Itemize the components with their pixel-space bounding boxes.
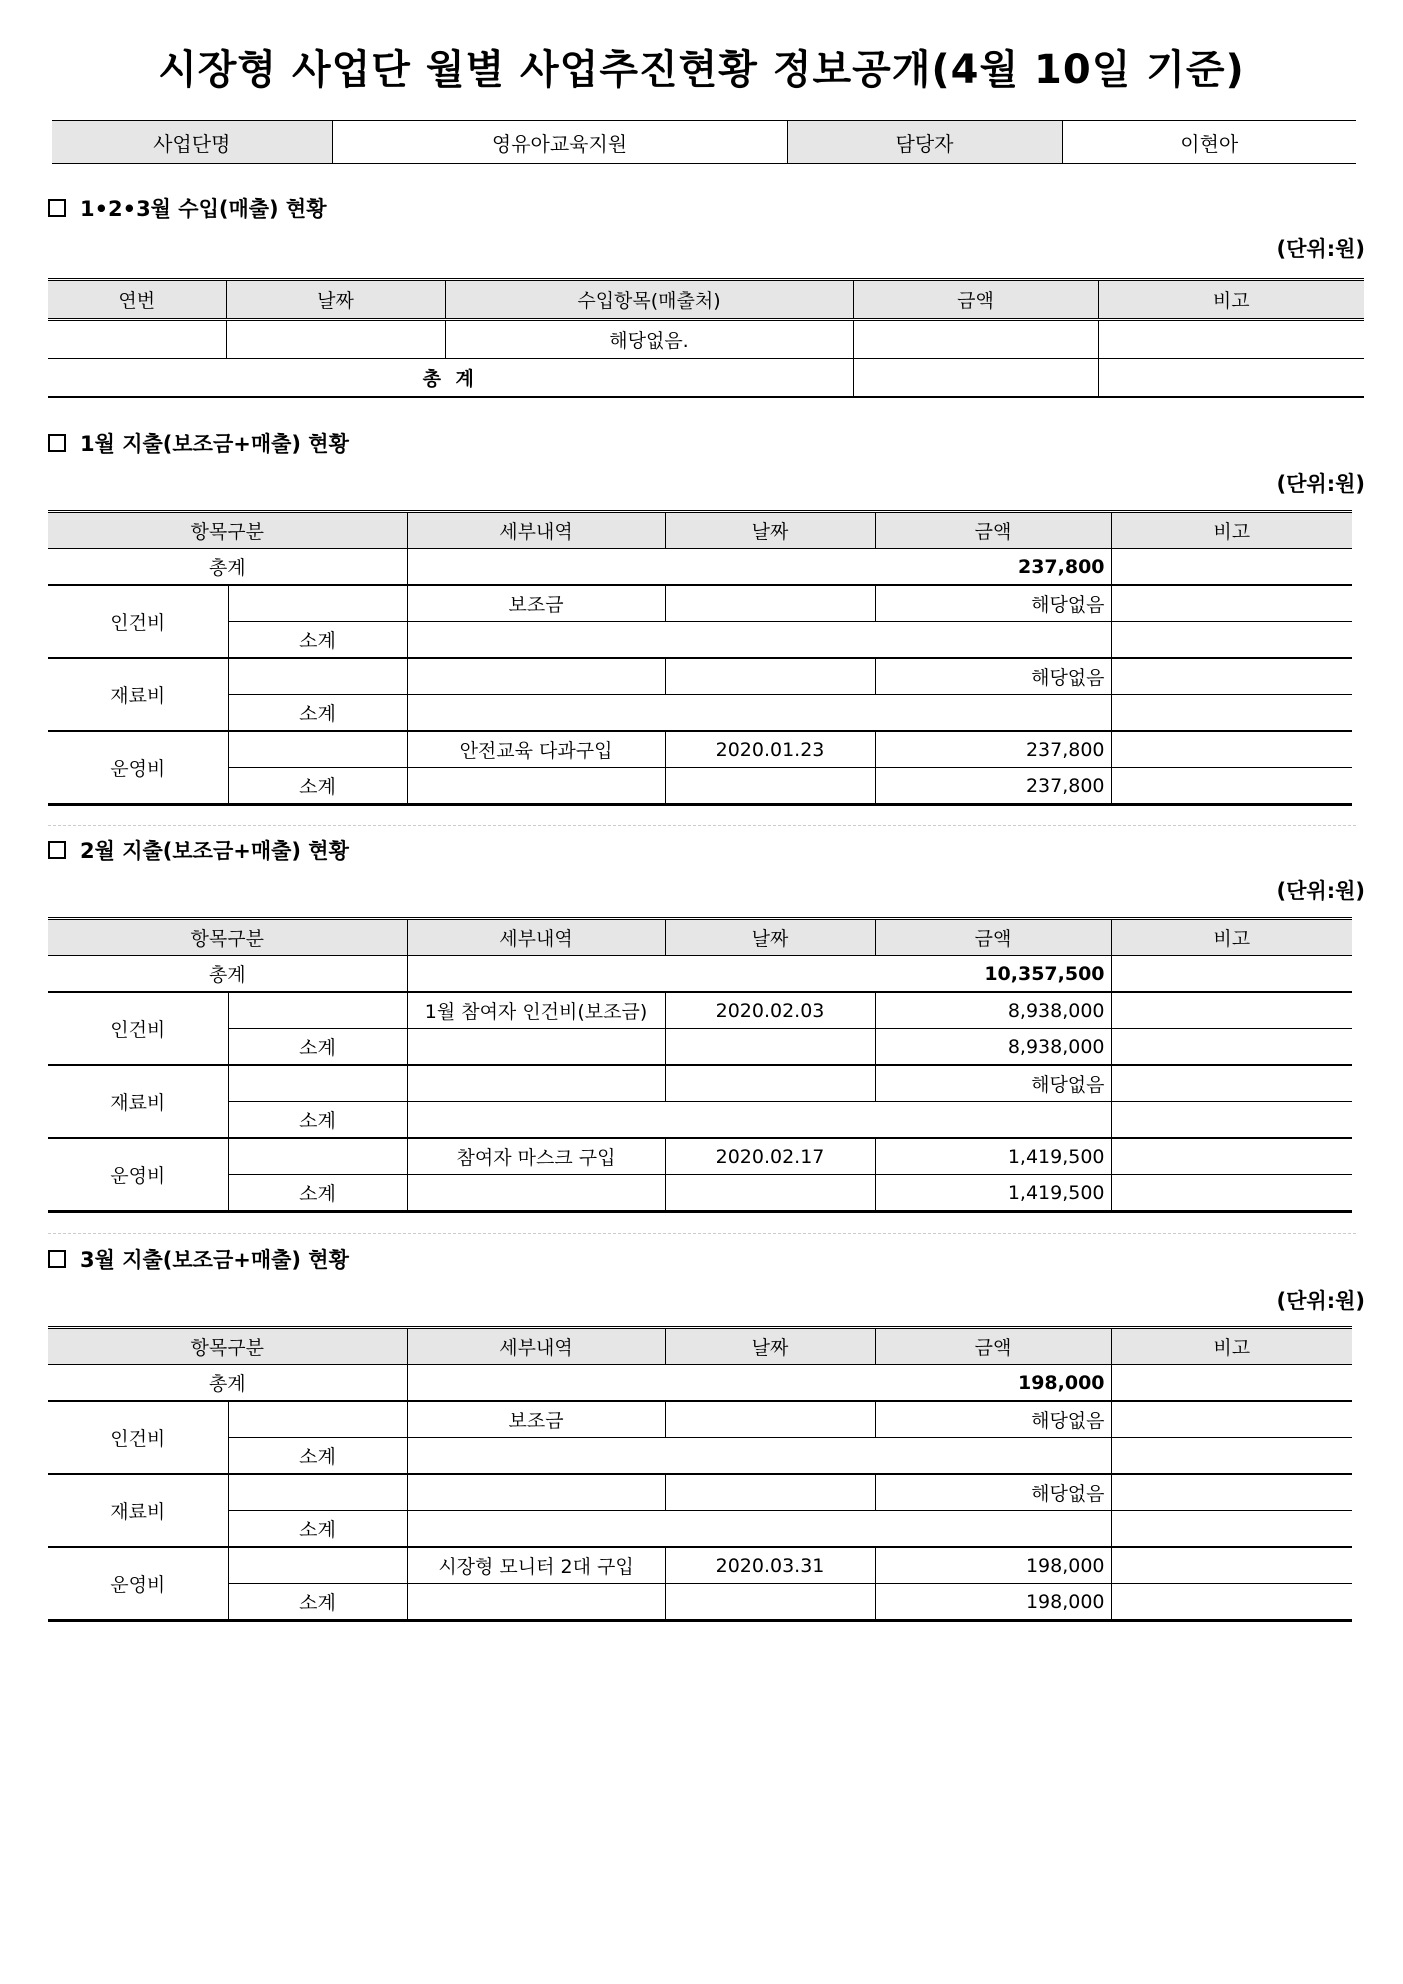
income-header-no: 연번 <box>48 280 226 320</box>
expense-header-amount: 금액 <box>875 919 1111 956</box>
income-heading: 1•2•3월 수입(매출) 현황 <box>48 193 327 223</box>
expense-note <box>1111 1065 1352 1102</box>
table-row <box>48 585 1352 622</box>
income-row-no <box>48 320 226 359</box>
expense-total-label: 총계 <box>48 956 407 993</box>
expense-header-row <box>48 1328 1352 1365</box>
expense-unit: (단위:원) <box>1276 879 1365 903</box>
expense-date: 2020.02.03 <box>665 992 875 1029</box>
expense-header-note: 비고 <box>1111 512 1352 549</box>
income-row-item: 해당없음. <box>445 320 853 359</box>
expense-date: 2020.01.23 <box>665 731 875 768</box>
project-info-table <box>52 120 1356 164</box>
income-total-amount <box>853 359 1098 398</box>
table-row <box>48 992 1352 1029</box>
expense-table-jan <box>48 510 1352 806</box>
expense-subtotal-label: 소계 <box>228 768 407 805</box>
expense-total-note <box>1111 956 1352 993</box>
expense-total-label: 총계 <box>48 1365 407 1402</box>
table-row <box>48 1547 1352 1584</box>
expense-sub-detail <box>407 1584 665 1621</box>
expense-table-feb <box>48 917 1352 1213</box>
expense-date <box>665 1065 875 1102</box>
income-row-note <box>1098 320 1364 359</box>
expense-date <box>665 1474 875 1511</box>
expense-blank <box>228 731 407 768</box>
expense-detail <box>407 1474 665 1511</box>
expense-blank <box>228 1138 407 1175</box>
expense-category: 운영비 <box>48 1547 228 1621</box>
income-header-item: 수입항목(매출처) <box>445 280 853 320</box>
expense-category: 인건비 <box>48 1401 228 1474</box>
expense-subtotal-label: 소계 <box>228 695 407 732</box>
income-total-note <box>1098 359 1364 398</box>
expense-amount: 237,800 <box>875 731 1111 768</box>
expense-amount: 해당없음 <box>875 1474 1111 1511</box>
expense-total-row <box>48 956 1352 993</box>
project-name-value: 영유아교육지원 <box>332 121 787 164</box>
expense-category: 운영비 <box>48 731 228 805</box>
square-bullet-icon <box>48 434 66 452</box>
expense-category: 재료비 <box>48 1065 228 1138</box>
table-row <box>48 695 1352 732</box>
expense-category: 인건비 <box>48 992 228 1065</box>
expense-category: 인건비 <box>48 585 228 658</box>
expense-detail: 시장형 모니터 2대 구입 <box>407 1547 665 1584</box>
expense-subtotal-label: 소계 <box>228 1511 407 1548</box>
square-bullet-icon <box>48 1250 66 1268</box>
expense-sub-note <box>1111 1511 1352 1548</box>
expense-header-detail: 세부내역 <box>407 919 665 956</box>
project-name-label: 사업단명 <box>52 121 332 164</box>
expense-sub-note <box>1111 695 1352 732</box>
expense-blank <box>228 1474 407 1511</box>
expense-sub-note <box>1111 1584 1352 1621</box>
expense-header-row <box>48 919 1352 956</box>
expense-sub-note <box>1111 622 1352 659</box>
expense-sub-date <box>665 1175 875 1212</box>
expense-blank <box>228 1547 407 1584</box>
expense-blank <box>228 1401 407 1438</box>
table-row <box>48 1584 1352 1621</box>
divider <box>48 1233 1356 1234</box>
table-row <box>48 1474 1352 1511</box>
expense-amount: 해당없음 <box>875 658 1111 695</box>
expense-subtotal-label: 소계 <box>228 1584 407 1621</box>
expense-detail: 보조금 <box>407 1401 665 1438</box>
expense-note <box>1111 1474 1352 1511</box>
expense-heading: 2월 지출(보조금+매출) 현황 <box>48 835 349 865</box>
expense-header-detail: 세부내역 <box>407 512 665 549</box>
square-bullet-icon <box>48 841 66 859</box>
expense-header-row <box>48 512 1352 549</box>
expense-sub-note <box>1111 768 1352 805</box>
expense-header-date: 날짜 <box>665 919 875 956</box>
expense-sub-date <box>665 1584 875 1621</box>
expense-blank <box>228 992 407 1029</box>
expense-sub-detail <box>407 1029 665 1066</box>
expense-note <box>1111 658 1352 695</box>
expense-subtotal-amount <box>407 622 1111 659</box>
expense-amount: 1,419,500 <box>875 1138 1111 1175</box>
expense-subtotal-label: 소계 <box>228 1102 407 1139</box>
expense-amount: 198,000 <box>875 1547 1111 1584</box>
expense-total-note <box>1111 549 1352 586</box>
expense-header-category: 항목구분 <box>48 512 407 549</box>
income-row-date <box>226 320 445 359</box>
expense-note <box>1111 731 1352 768</box>
income-unit: (단위:원) <box>1276 237 1365 261</box>
expense-sub-detail <box>407 768 665 805</box>
expense-subtotal-amount <box>407 1102 1111 1139</box>
expense-unit: (단위:원) <box>1276 1289 1365 1313</box>
divider <box>48 825 1356 826</box>
table-row <box>48 1511 1352 1548</box>
expense-note <box>1111 1547 1352 1584</box>
expense-total-amount: 237,800 <box>407 549 1111 586</box>
expense-subtotal-amount <box>407 695 1111 732</box>
expense-subtotal-label: 소계 <box>228 622 407 659</box>
expense-detail: 1월 참여자 인건비(보조금) <box>407 992 665 1029</box>
expense-date <box>665 585 875 622</box>
income-total-label: 총 계 <box>48 359 853 398</box>
expense-total-label: 총계 <box>48 549 407 586</box>
expense-sub-note <box>1111 1102 1352 1139</box>
expense-total-amount: 10,357,500 <box>407 956 1111 993</box>
expense-header-amount: 금액 <box>875 1328 1111 1365</box>
expense-sub-detail <box>407 1175 665 1212</box>
expense-category: 재료비 <box>48 658 228 731</box>
expense-note <box>1111 1401 1352 1438</box>
expense-detail: 참여자 마스크 구입 <box>407 1138 665 1175</box>
expense-category: 재료비 <box>48 1474 228 1547</box>
expense-subtotal-amount: 8,938,000 <box>875 1029 1111 1066</box>
expense-detail <box>407 658 665 695</box>
income-header-note: 비고 <box>1098 280 1364 320</box>
expense-blank <box>228 585 407 622</box>
expense-total-row <box>48 549 1352 586</box>
expense-header-note: 비고 <box>1111 1328 1352 1365</box>
table-row <box>48 1138 1352 1175</box>
table-row <box>48 1438 1352 1475</box>
expense-sub-note <box>1111 1029 1352 1066</box>
expense-header-detail: 세부내역 <box>407 1328 665 1365</box>
expense-detail <box>407 1065 665 1102</box>
expense-date: 2020.02.17 <box>665 1138 875 1175</box>
page-title: 시장형 사업단 월별 사업추진현황 정보공개(4월 10일 기준) <box>158 47 1245 93</box>
expense-header-category: 항목구분 <box>48 1328 407 1365</box>
manager-value: 이현아 <box>1062 121 1356 164</box>
income-table <box>48 278 1364 398</box>
expense-table-mar <box>48 1326 1352 1622</box>
expense-amount: 해당없음 <box>875 1065 1111 1102</box>
expense-total-note <box>1111 1365 1352 1402</box>
table-row <box>48 622 1352 659</box>
expense-amount: 8,938,000 <box>875 992 1111 1029</box>
expense-detail: 보조금 <box>407 585 665 622</box>
income-header-date: 날짜 <box>226 280 445 320</box>
expense-date <box>665 1401 875 1438</box>
expense-category: 운영비 <box>48 1138 228 1212</box>
table-row <box>48 1065 1352 1102</box>
expense-subtotal-amount: 1,419,500 <box>875 1175 1111 1212</box>
expense-note <box>1111 585 1352 622</box>
expense-blank <box>228 1065 407 1102</box>
expense-header-date: 날짜 <box>665 512 875 549</box>
table-row <box>48 1175 1352 1212</box>
expense-date: 2020.03.31 <box>665 1547 875 1584</box>
expense-detail: 안전교육 다과구입 <box>407 731 665 768</box>
expense-sub-note <box>1111 1175 1352 1212</box>
expense-subtotal-amount <box>407 1438 1111 1475</box>
manager-label: 담당자 <box>787 121 1062 164</box>
expense-subtotal-amount <box>407 1511 1111 1548</box>
table-row <box>48 1102 1352 1139</box>
expense-subtotal-label: 소계 <box>228 1438 407 1475</box>
table-row <box>48 768 1352 805</box>
expense-amount: 해당없음 <box>875 585 1111 622</box>
expense-total-row <box>48 1365 1352 1402</box>
expense-unit: (단위:원) <box>1276 472 1365 496</box>
table-row <box>48 1029 1352 1066</box>
table-row <box>48 731 1352 768</box>
expense-subtotal-label: 소계 <box>228 1029 407 1066</box>
expense-note <box>1111 992 1352 1029</box>
income-row-amount <box>853 320 1098 359</box>
expense-note <box>1111 1138 1352 1175</box>
expense-total-amount: 198,000 <box>407 1365 1111 1402</box>
income-header-amount: 금액 <box>853 280 1098 320</box>
expense-sub-note <box>1111 1438 1352 1475</box>
table-row <box>48 1401 1352 1438</box>
expense-header-note: 비고 <box>1111 919 1352 956</box>
square-bullet-icon <box>48 199 66 217</box>
expense-blank <box>228 658 407 695</box>
expense-heading: 1월 지출(보조금+매출) 현황 <box>48 428 349 458</box>
expense-subtotal-amount: 198,000 <box>875 1584 1111 1621</box>
expense-date <box>665 658 875 695</box>
expense-header-amount: 금액 <box>875 512 1111 549</box>
expense-header-date: 날짜 <box>665 1328 875 1365</box>
table-row <box>48 658 1352 695</box>
expense-heading: 3월 지출(보조금+매출) 현황 <box>48 1244 349 1274</box>
expense-header-category: 항목구분 <box>48 919 407 956</box>
expense-sub-date <box>665 768 875 805</box>
expense-amount: 해당없음 <box>875 1401 1111 1438</box>
expense-subtotal-amount: 237,800 <box>875 768 1111 805</box>
expense-sub-date <box>665 1029 875 1066</box>
expense-subtotal-label: 소계 <box>228 1175 407 1212</box>
